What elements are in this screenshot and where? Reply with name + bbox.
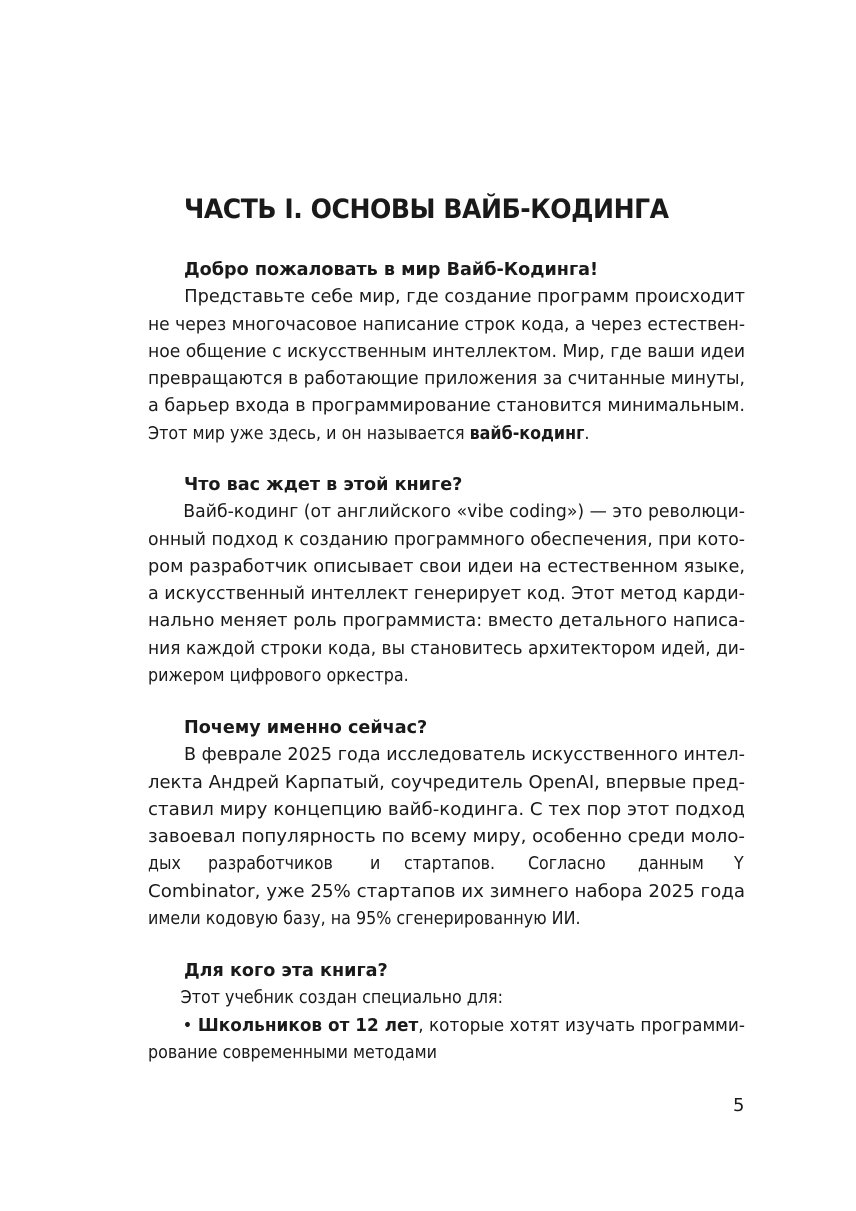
paragraph-line: Этот учебник создан специально для: (180, 988, 503, 1009)
section-audience (148, 958, 745, 1067)
word: Согласно (528, 854, 607, 875)
section-welcome (148, 257, 745, 448)
term-vibe-coding: вайб-кодинг (469, 423, 585, 444)
paragraph-line: Представьте себе мир, где создание программ происходит (184, 287, 745, 308)
section-heading: Для кого эта книга? (184, 961, 388, 981)
paragraph-line: ное общение с искусственным интеллектом. Мир, где ваши идеи (148, 341, 745, 362)
word: Y (734, 854, 744, 875)
paragraph-line: онный подход к созданию программного обеспечения, при кото- (148, 529, 745, 550)
chapter-title: ЧАСТЬ I. ОСНОВЫ ВАЙБ-КОДИНГА (184, 194, 669, 225)
bullet-continuation: рование современными методами (148, 1042, 437, 1063)
page-number: 5 (733, 1095, 745, 1116)
paragraph-line: ставил миру концепцию вайб-кодинга. С тех пор этот подход (148, 799, 745, 820)
paragraph-line (148, 851, 745, 878)
paragraph-line: Вайб-кодинг (от английского «vibe coding») — это революци- (183, 502, 746, 523)
paragraph-line: завоевал популярность по всему миру, особенно среди моло- (148, 827, 745, 848)
paragraph-line: нально меняет роль программиста: вместо детального написа- (148, 611, 745, 632)
paragraph-line: превращаются в работающие приложения за считанные минуты, (148, 369, 745, 390)
section-what-awaits (148, 472, 745, 690)
paragraph-line: Combinator, уже 25% стартапов их зимнего набора 2025 года (148, 881, 745, 902)
bullet-item: • Школьников от 12 лет, которые хотят изучать программи- (182, 1015, 745, 1036)
section-heading: Почему именно сейчас? (184, 718, 428, 738)
paragraph-line: а барьер входа в программирование становится минимальным. (148, 396, 745, 417)
section-heading: Что вас ждет в этой книге? (184, 475, 463, 495)
paragraph-line: а искусственный интеллект генерирует код. Этот метод карди- (148, 584, 745, 605)
section-why-now (148, 715, 745, 933)
word: стартапов. (404, 854, 496, 875)
paragraph-line: ром разработчик описывает свои идеи на естественном языке, (148, 556, 746, 577)
paragraph-line: не через многочасовое написание строк кода, а через естествен- (148, 314, 745, 335)
paragraph-last-line: рижером цифрового оркестра. (148, 666, 409, 687)
bullet-bold-text: Школьников от 12 лет (197, 1015, 419, 1036)
paragraph-line: ния каждой строки кода, вы становитесь архитектором идей, ди- (148, 638, 745, 659)
paragraph-line: лекта Андрей Карпатый, соучредитель OpenAI, впервые пред- (148, 772, 745, 793)
paragraph-line: В феврале 2025 года исследователь искусственного интел- (183, 745, 746, 766)
bullet-marker: • (182, 1015, 198, 1036)
paragraph-last-line: имели кодовую базу, на 95% сгенерированную ИИ. (148, 909, 581, 930)
section-heading: Добро пожаловать в мир Вайб-Кодинга! (184, 260, 599, 280)
word: и (369, 854, 380, 875)
word: дых (148, 854, 181, 875)
paragraph-last-line: Этот мир уже здесь, и он называется вайб-кодинг. (148, 423, 590, 444)
word: данным (637, 854, 704, 875)
word: разработчиков (207, 854, 333, 875)
